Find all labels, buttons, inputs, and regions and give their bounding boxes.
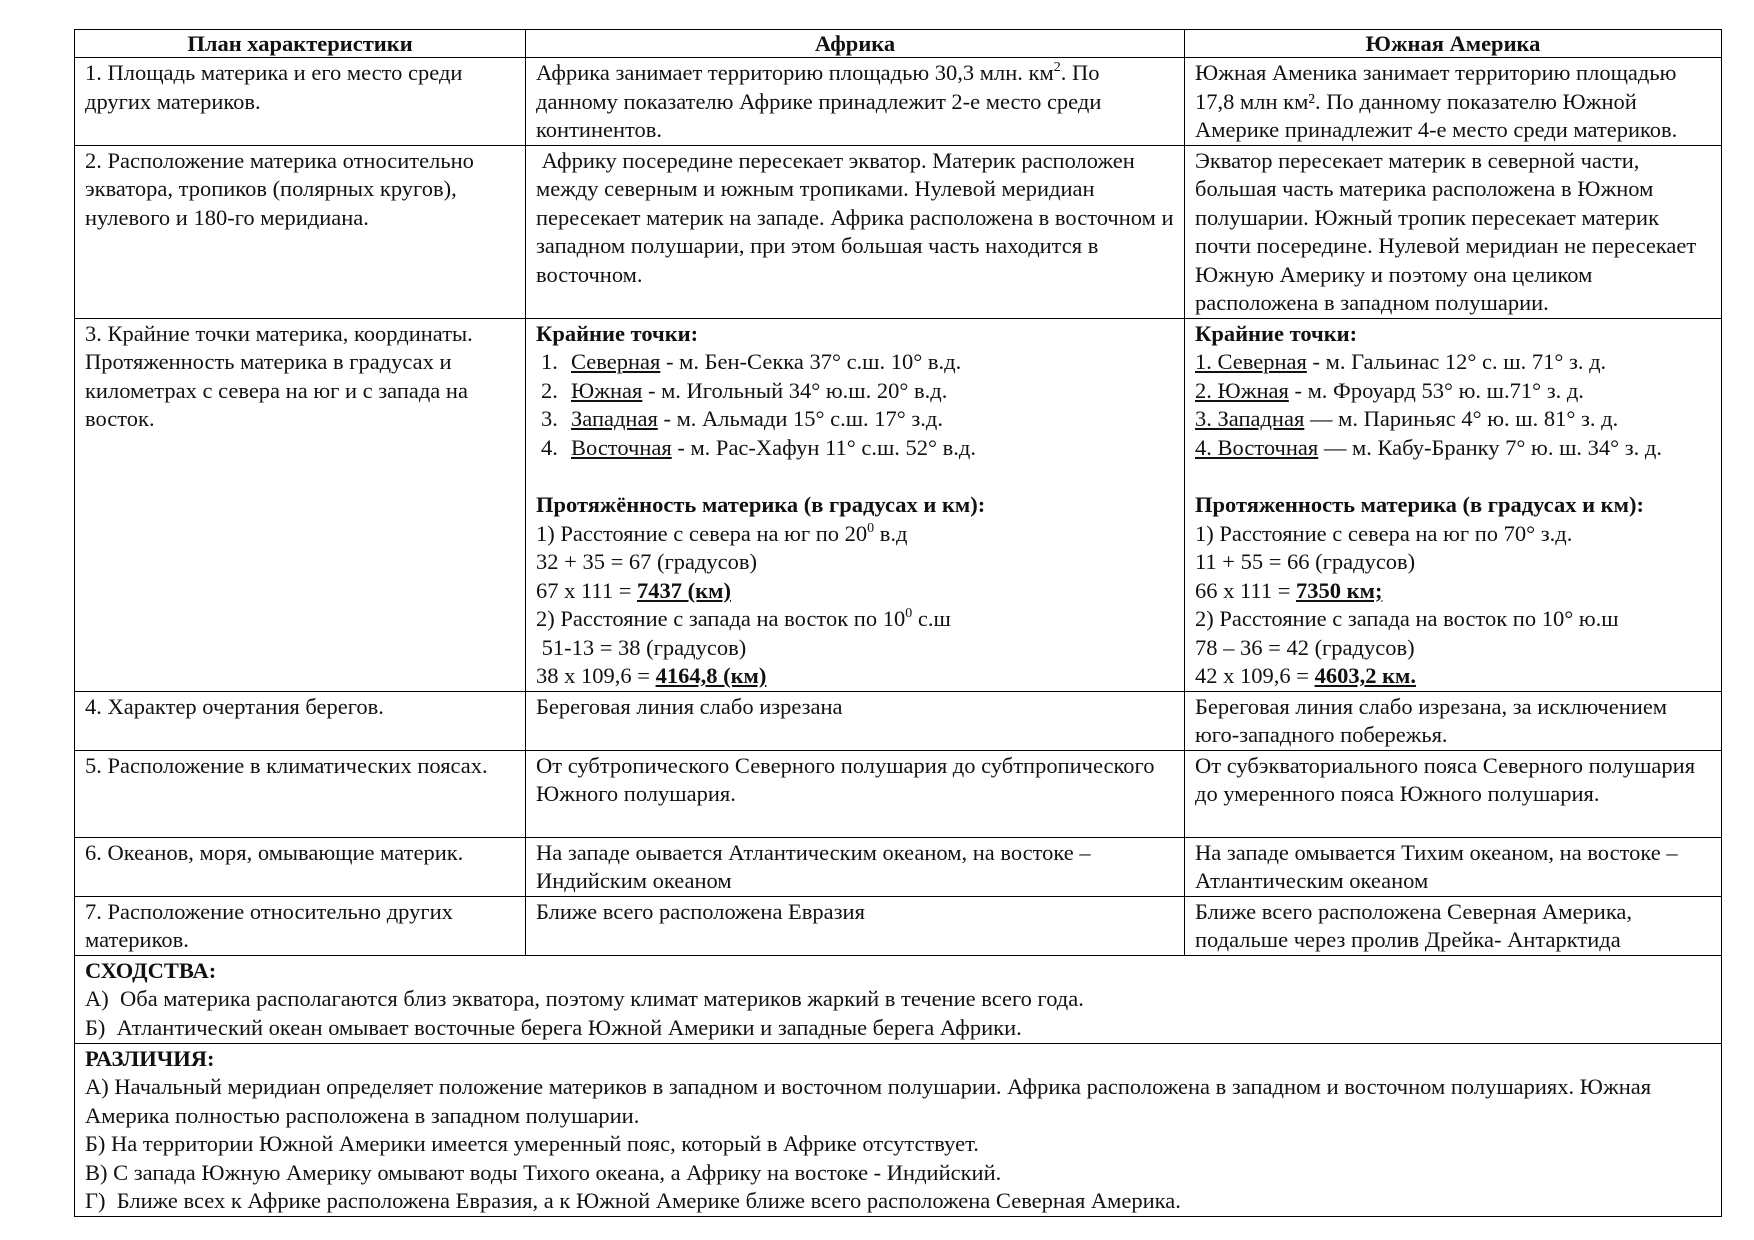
point-name: 2. Южная bbox=[1195, 377, 1289, 403]
africa-cell: От субтропического Северного полушария до субтпропического Южного полушария. bbox=[526, 750, 1185, 837]
result-value: 7350 км; bbox=[1296, 577, 1383, 603]
superscript: 2 bbox=[1053, 60, 1061, 75]
differences-title: РАЗЛИЧИЯ: bbox=[85, 1045, 215, 1071]
south-america-cell: На западе омывается Тихим океаном, на востоке – Атлантическим океаном bbox=[1185, 837, 1722, 896]
point-name: Южная bbox=[571, 377, 643, 403]
extreme-point-item: 3. Западная - м. Альмади 15° с.ш. 17° з.д. bbox=[541, 406, 944, 431]
similarities-row bbox=[75, 955, 1722, 1043]
length-line: 2) Расстояние с запада на восток по $10^0$ с.ш bbox=[536, 606, 951, 631]
point-name: Северная bbox=[571, 349, 661, 374]
differences-cell bbox=[75, 1043, 1722, 1216]
length-line: 78 – 36 = 42 (градусов) bbox=[1195, 634, 1415, 660]
length-line: 51-13 = 38 (градусов) bbox=[536, 634, 747, 660]
africa-cell bbox=[526, 318, 1185, 691]
difference-item: Б) На территории Южной Америки имеется умеренный пояс, который в Африке отсутствует. bbox=[85, 1131, 979, 1156]
plan-cell: 1. Площадь материка и его место среди других материков. bbox=[75, 58, 526, 146]
south-america-cell bbox=[1185, 318, 1722, 691]
length-title: Протяженность материка (в градусах и км): bbox=[1195, 492, 1644, 517]
table-row bbox=[75, 837, 1722, 896]
result-value: 7437 (км) bbox=[637, 577, 731, 603]
south-america-cell: Южная Аменика занимает территорию площадью 17,8 млн км². По данному показателю Южной Америке принадлежит 4-е место среди материков. bbox=[1185, 58, 1722, 146]
difference-item: А) Начальный меридиан определяет положение материков в западном и восточном полушарии. Африка расположена в западном и восточном полушариях. Южная Америка полностью расположена в западном полушарии. bbox=[85, 1074, 1652, 1128]
result-value: 4164,8 (км) bbox=[655, 663, 767, 688]
table-row bbox=[75, 750, 1722, 837]
extreme-point-item: 3. Западная — м. Париньяс 4° ю. ш. 81° з. д. bbox=[1195, 406, 1619, 431]
length-line: 2) Расстояние с запада на восток по 10° ю.ш bbox=[1195, 606, 1619, 631]
table-row bbox=[75, 145, 1722, 318]
table-row bbox=[75, 896, 1722, 955]
table-header-row bbox=[75, 30, 1722, 58]
south-america-cell: От субэкваториального пояса Северного полушария до умеренного пояса Южного полушария. bbox=[1185, 750, 1722, 837]
length-line: 66 х 111 = 7350 км; bbox=[1195, 577, 1383, 603]
extreme-point-item: 4. Восточная - м. Рас-Хафун 11° с.ш. 52° в.д. bbox=[541, 434, 977, 460]
header-plan: План характеристики bbox=[75, 30, 526, 58]
extreme-point-item: 2. Южная - м. Фроуард 53° ю. ш.71° з. д. bbox=[1195, 377, 1584, 403]
length-line: 32 + 35 = 67 (градусов) bbox=[536, 549, 758, 574]
length-line: 42 х 109,6 = 4603,2 км. bbox=[1195, 663, 1416, 688]
point-name: Восточная bbox=[571, 434, 672, 460]
spacer bbox=[1195, 462, 1711, 491]
difference-item: Г) Ближе всех к Африке расположена Евразия, а к Южной Америке ближе всего расположена Северная Америка. bbox=[85, 1188, 1181, 1213]
plan-cell: 6. Океанов, моря, омывающие материк. bbox=[75, 837, 526, 896]
south-america-cell: Ближе всего расположена Северная Америка, подальше через пролив Дрейка- Антарктида bbox=[1185, 896, 1722, 955]
difference-item: В) С запада Южную Америку омывают воды Тихого океана, а Африку на востоке - Индийский. bbox=[85, 1159, 1002, 1185]
point-name: 3. Западная bbox=[1195, 406, 1305, 431]
point-name: 1. Северная bbox=[1195, 349, 1307, 374]
africa-cell: Береговая линия слабо изрезана bbox=[526, 691, 1185, 750]
africa-cell: Ближе всего расположена Евразия bbox=[526, 896, 1185, 955]
plan-cell: 2. Расположение материка относительно экватора, тропиков (полярных кругов), нулевого и 180-го меридиана. bbox=[75, 145, 526, 318]
comparison-table bbox=[74, 29, 1722, 1217]
plan-cell: 3. Крайние точки материка, координаты. Протяженность материка в градусах и километрах с севера на юг и с запада на восток. bbox=[75, 318, 526, 691]
africa-area-text: Африка занимает территорию площадью 30,3 млн. км bbox=[536, 60, 1054, 85]
similarities-title: СХОДСТВА: bbox=[85, 957, 217, 983]
extreme-points-title: Крайние точки: bbox=[1195, 320, 1358, 346]
similarity-item: А) Оба материка располагаются близ экватора, поэтому климат материков жаркий в течение всего года. bbox=[85, 986, 1084, 1011]
plan-cell: 5. Расположение в климатических поясах. bbox=[75, 750, 526, 837]
africa-area-text-rest: . По данному показателю Африке принадлежит 2-е место среди континентов. bbox=[536, 60, 1102, 142]
similarities-cell bbox=[75, 955, 1722, 1043]
document-page bbox=[74, 29, 1722, 1217]
header-south-america: Южная Америка bbox=[1185, 30, 1722, 58]
africa-cell: На западе оывается Атлантическим океаном, на востоке – Индийским океаном bbox=[526, 837, 1185, 896]
result-value: 4603,2 км. bbox=[1314, 663, 1416, 688]
plan-cell: 7. Расположение относительно других материков. bbox=[75, 896, 526, 955]
extreme-point-item: 2. Южная - м. Игольный 34° ю.ш. 20° в.д. bbox=[541, 377, 948, 403]
extreme-point-item: 1. Северная - м. Гальинас 12° с. ш. 71° з. д. bbox=[1195, 349, 1607, 374]
south-america-cell: Экватор пересекает материк в северной части, большая часть материка расположена в Южном полушарии. Южный тропик пересекает материк почти посередине. Нулевой меридиан не пересекает Южную Америку и поэтому она целиком расположена в западном полушарии. bbox=[1185, 145, 1722, 318]
length-line: 11 + 55 = 66 (градусов) bbox=[1195, 549, 1416, 574]
length-line: 1) Расстояние с севера на юг по 70° з.д. bbox=[1195, 520, 1573, 546]
spacer bbox=[536, 462, 1174, 491]
south-america-cell: Береговая линия слабо изрезана, за исключением юго-западного побережья. bbox=[1185, 691, 1722, 750]
length-line: 67 х 111 = 7437 (км) bbox=[536, 577, 731, 603]
table-row bbox=[75, 58, 1722, 146]
table-row bbox=[75, 318, 1722, 691]
extreme-points-title: Крайние точки: bbox=[536, 320, 699, 346]
header-africa: Африка bbox=[526, 30, 1185, 58]
point-name: Западная bbox=[571, 406, 658, 431]
africa-cell bbox=[526, 58, 1185, 146]
length-line: 38 х 109,6 = 4164,8 (км) bbox=[536, 663, 767, 688]
similarity-item: Б) Атлантический океан омывает восточные берега Южной Америки и западные берега Африки. bbox=[85, 1014, 1022, 1040]
extreme-point-item: 4. Восточная — м. Кабу-Бранку 7° ю. ш. 34° з. д. bbox=[1195, 434, 1662, 460]
differences-row bbox=[75, 1043, 1722, 1216]
table-row bbox=[75, 691, 1722, 750]
africa-cell: Африку посередине пересекает экватор. Материк расположен между северным и южным тропиками. Нулевой меридиан пересекает материк на западе. Африка расположена в восточном и западном полушарии, при этом большая часть находится в восточном. bbox=[526, 145, 1185, 318]
length-title: Протяжённость материка (в градусах и км): bbox=[536, 492, 986, 517]
point-name: 4. Восточная bbox=[1195, 434, 1319, 460]
extreme-point-item: 1. Северная - м. Бен-Секка 37° с.ш. 10° в.д. bbox=[541, 349, 962, 374]
length-line: 1) Расстояние с севера на юг по $20^0$ в.д bbox=[536, 520, 908, 546]
plan-cell: 4. Характер очертания берегов. bbox=[75, 691, 526, 750]
